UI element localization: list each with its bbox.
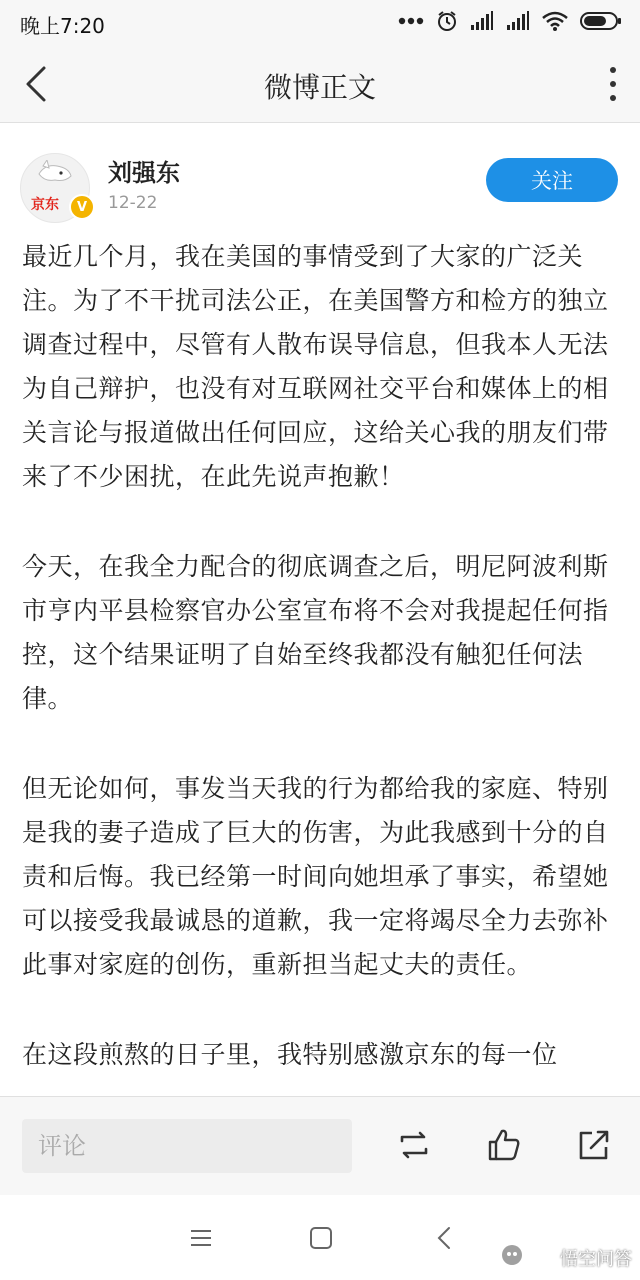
alarm-icon bbox=[436, 10, 458, 32]
like-icon[interactable] bbox=[486, 1127, 522, 1163]
action-bar bbox=[0, 1096, 640, 1195]
verified-badge-icon: V bbox=[69, 194, 95, 220]
author-name[interactable]: 刘强东 bbox=[108, 159, 180, 187]
author-row bbox=[0, 123, 640, 223]
post-body bbox=[22, 235, 622, 1095]
wifi-icon bbox=[542, 11, 568, 31]
post-paragraph: 在这段煎熬的日子里，我特别感激京东的每一位 bbox=[22, 1040, 558, 1069]
nav-bar bbox=[0, 46, 640, 123]
dots-icon bbox=[398, 16, 424, 26]
page-title: 微博正文 bbox=[263, 71, 376, 104]
avatar-brand-text: 京东 bbox=[31, 197, 59, 213]
post-paragraph: 但无论如何，事发当天我的行为都给我的家庭、特别是我的妻子造成了巨大的伤害，为此我感到十分的自责和后悔。我已经第一时间向她坦承了事实，希望她可以接受我最诚恳的道歉，我一定将竭尽全力去弥补此事对家庭的创伤，重新担当起丈夫的责任。 bbox=[22, 774, 609, 979]
signal-icon bbox=[506, 11, 530, 31]
share-icon[interactable] bbox=[576, 1127, 612, 1163]
status-time: 晚上7:20 bbox=[20, 14, 105, 38]
signal-icon bbox=[470, 11, 494, 31]
battery-icon bbox=[580, 11, 622, 31]
post-date: 12-22 bbox=[108, 193, 158, 213]
post-paragraph: 最近几个月，我在美国的事情受到了大家的广泛关注。为了不干扰司法公正，在美国警方和检方的独立调查过程中，尽管有人散布误导信息，但我本人无法为自己辩护，也没有对互联网社交平台和媒体上的相关言论与报道做出任何回应，这给关心我的朋友们带来了不少困扰，在此先说声抱歉！ bbox=[22, 242, 609, 491]
follow-button[interactable]: 关注 bbox=[486, 158, 618, 202]
back-icon[interactable] bbox=[430, 1223, 460, 1253]
status-bar bbox=[0, 0, 640, 46]
menu-icon[interactable] bbox=[186, 1223, 216, 1253]
more-vertical-icon[interactable] bbox=[600, 62, 626, 106]
watermark-icon bbox=[500, 1243, 524, 1267]
comment-input[interactable] bbox=[22, 1119, 352, 1173]
watermark-text: 悟空问答 bbox=[560, 1249, 632, 1270]
status-icons bbox=[398, 10, 622, 32]
post-paragraph: 今天，在我全力配合的彻底调查之后，明尼阿波利斯市亨内平县检察官办公室宣布将不会对我提起任何指控，这个结果证明了自始至终我都没有触犯任何法律。 bbox=[22, 552, 609, 713]
repost-icon[interactable] bbox=[396, 1127, 432, 1163]
home-icon[interactable] bbox=[306, 1223, 336, 1253]
system-nav bbox=[0, 1195, 640, 1280]
jd-dog-logo-icon bbox=[35, 160, 75, 192]
